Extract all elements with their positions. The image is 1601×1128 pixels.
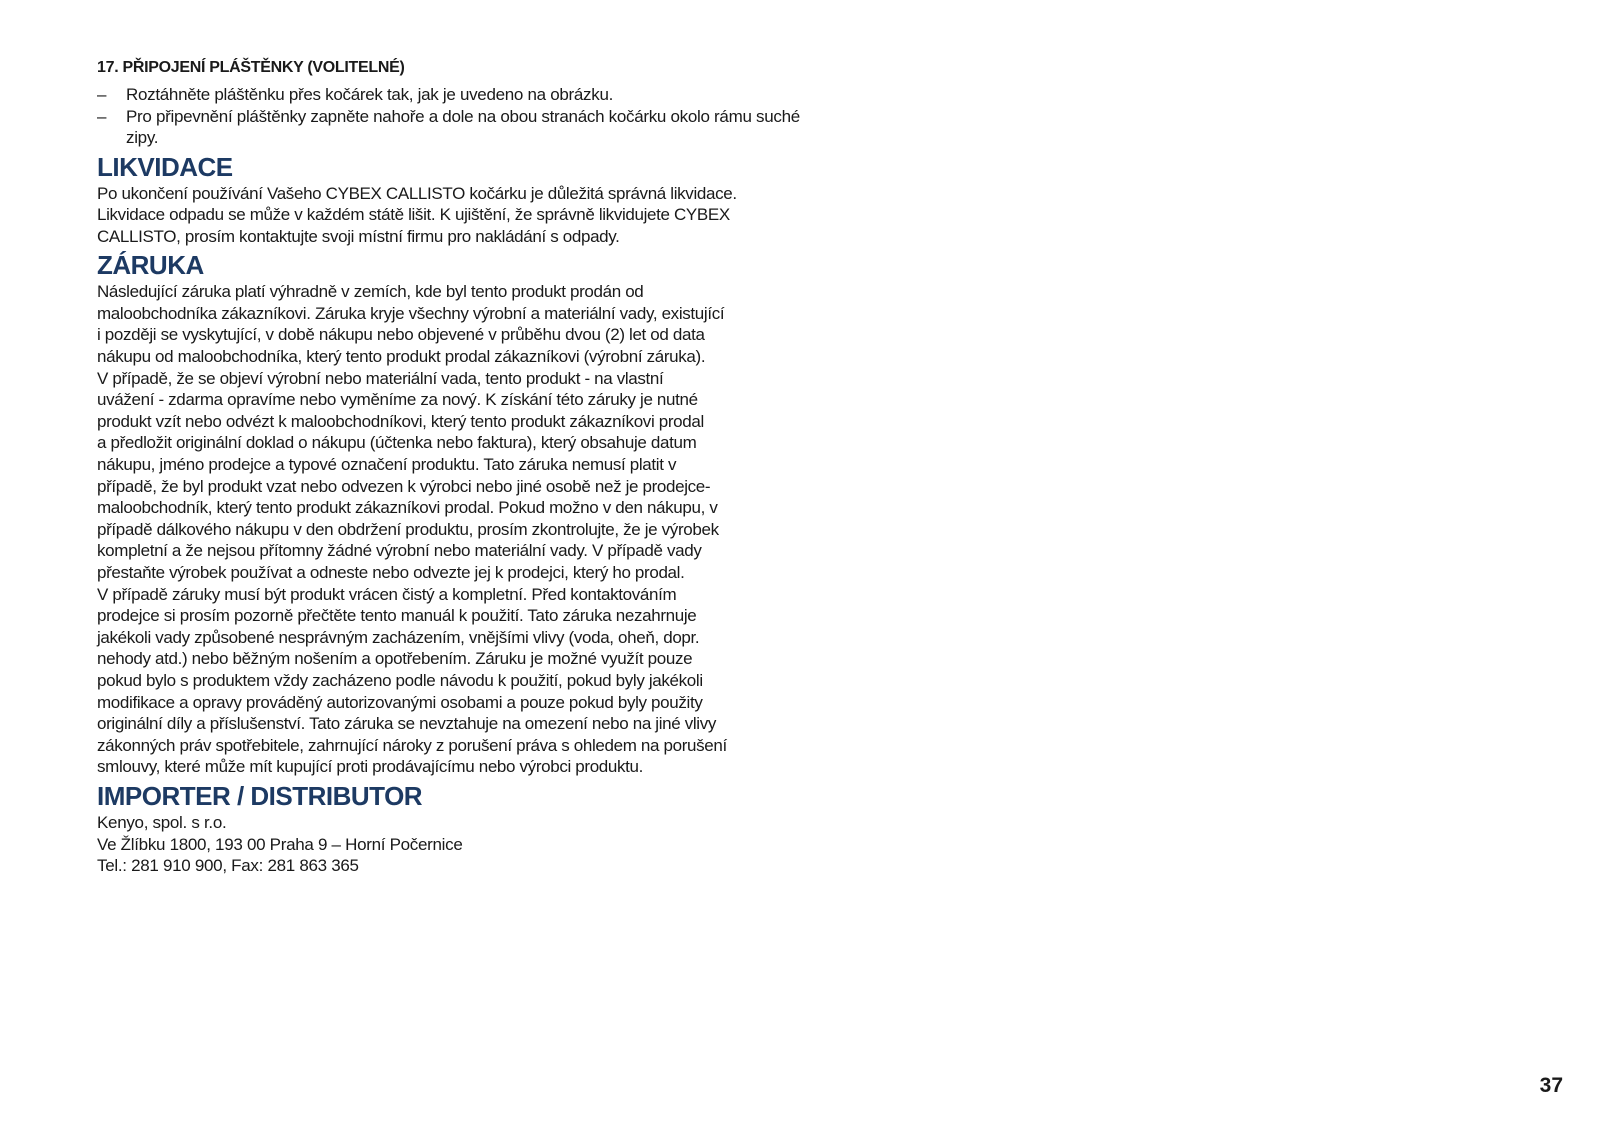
importer-street: Ve Žlíbku 1800, 193 00 Praha 9 – Horní Počernice <box>97 834 463 854</box>
bullet-text: Roztáhněte pláštěnku přes kočárek tak, jak je uvedeno na obrázku. <box>126 85 614 104</box>
list-item <box>97 106 807 149</box>
warranty-text: Následující záruka platí výhradně v zemích, kde byl tento produkt prodán od maloobchodníka zákazníkovi. Záruka kryje všechny výrobní a materiální vady, existující i později se vyskytující, v době nákupu nebo objevené v průběhu dvou (2) let od data nákupu od maloobchodníka, který tento produkt prodal zákazníkovi (výrobní záruka). V případě, že se objeví výrobní nebo materiální vada, tento produkt - na vlastní uvážení - zdarma opravíme nebo vyměníme za nový. K získání této záruky je nutné produkt vzít nebo odvézt k maloobchodníkovi, který tento produkt zákazníkovi prodal a předložit originální doklad o nákupu (účtenka nebo faktura), který obsahuje datum nákupu, jméno prodejce a typové označení produktu. Tato záruka nemusí platit v případě, že byl produkt vzat nebo odvezen k výrobci nebo jiné osobě než je prodejce- maloobchodník, který tento produkt zákazníkovi prodal. Pokud možno v den nákupu, v případě dálkového nákupu v den obdržení produktu, prosím zkontrolujte, že je výrobek kompletní a že nejsou přítomny žádné výrobní nebo materiální vady. V případě vady přestaňte výrobek používat a odneste nebo odvezte jej k prodejci, který ho prodal. V případě záruky musí být produkt vrácen čistý a kompletní. Před kontaktováním prodejce si prosím pozorně přečtěte tento manuál k použití. Tato záruka nezahrnuje jakékoli vady způsobené nesprávným zacházením, vnějšími vlivy (voda, oheň, dopr. nehody atd.) nebo běžným nošením a opotřebením. Záruku je možné využít pouze pokud bylo s produktem vždy zacházeno podle návodu k použití, pokud byly jakékoli modifikace a opravy prováděný autorizovanými osobami a pouze pokud byly použity originální díly a příslušenství. Tato záruka se nevztahuje na omezení nebo na jiné vlivy zákonných práv spotřebitele, zahrnující nároky z porušení práva s ohledem na porušení smlouvy, které může mít kupující proti prodávajícímu nebo výrobci produktu. <box>97 282 727 777</box>
page-number: 37 <box>1539 1074 1563 1097</box>
importer-company: Kenyo, spol. s r.o. <box>97 812 227 832</box>
warranty-title: ZÁRUKA <box>97 250 204 281</box>
list-item <box>97 84 807 106</box>
step-17-heading: 17. PŘIPOJENÍ PLÁŠTĚNKY (VOLITELNÉ) <box>97 59 405 76</box>
importer-phone-fax: Tel.: 281 910 900, Fax: 281 863 365 <box>97 856 359 876</box>
bullet-text: Pro připevnění pláštěnky zapněte nahoře a dole na obou stranách kočárku okolo rámu suché zipy. <box>126 106 800 147</box>
bullet-dash: – <box>97 85 107 104</box>
importer-title: IMPORTER / DISTRIBUTOR <box>97 780 423 811</box>
disposal-text: Po ukončení používání Vašeho CYBEX CALLISTO kočárku je důležitá správná likvidace. Likvidace odpadu se může v každém státě lišit. K ujištění, že správně likvidujete CYBEX CALLISTO, prosím kontaktujte svoji místní firmu pro nakládání s odpady. <box>97 183 737 246</box>
disposal-title: LIKVIDACE <box>97 151 233 182</box>
importer-address <box>97 812 807 877</box>
page-content <box>97 58 807 877</box>
step-17-bullet-list <box>97 84 807 149</box>
bullet-dash: – <box>97 106 107 126</box>
